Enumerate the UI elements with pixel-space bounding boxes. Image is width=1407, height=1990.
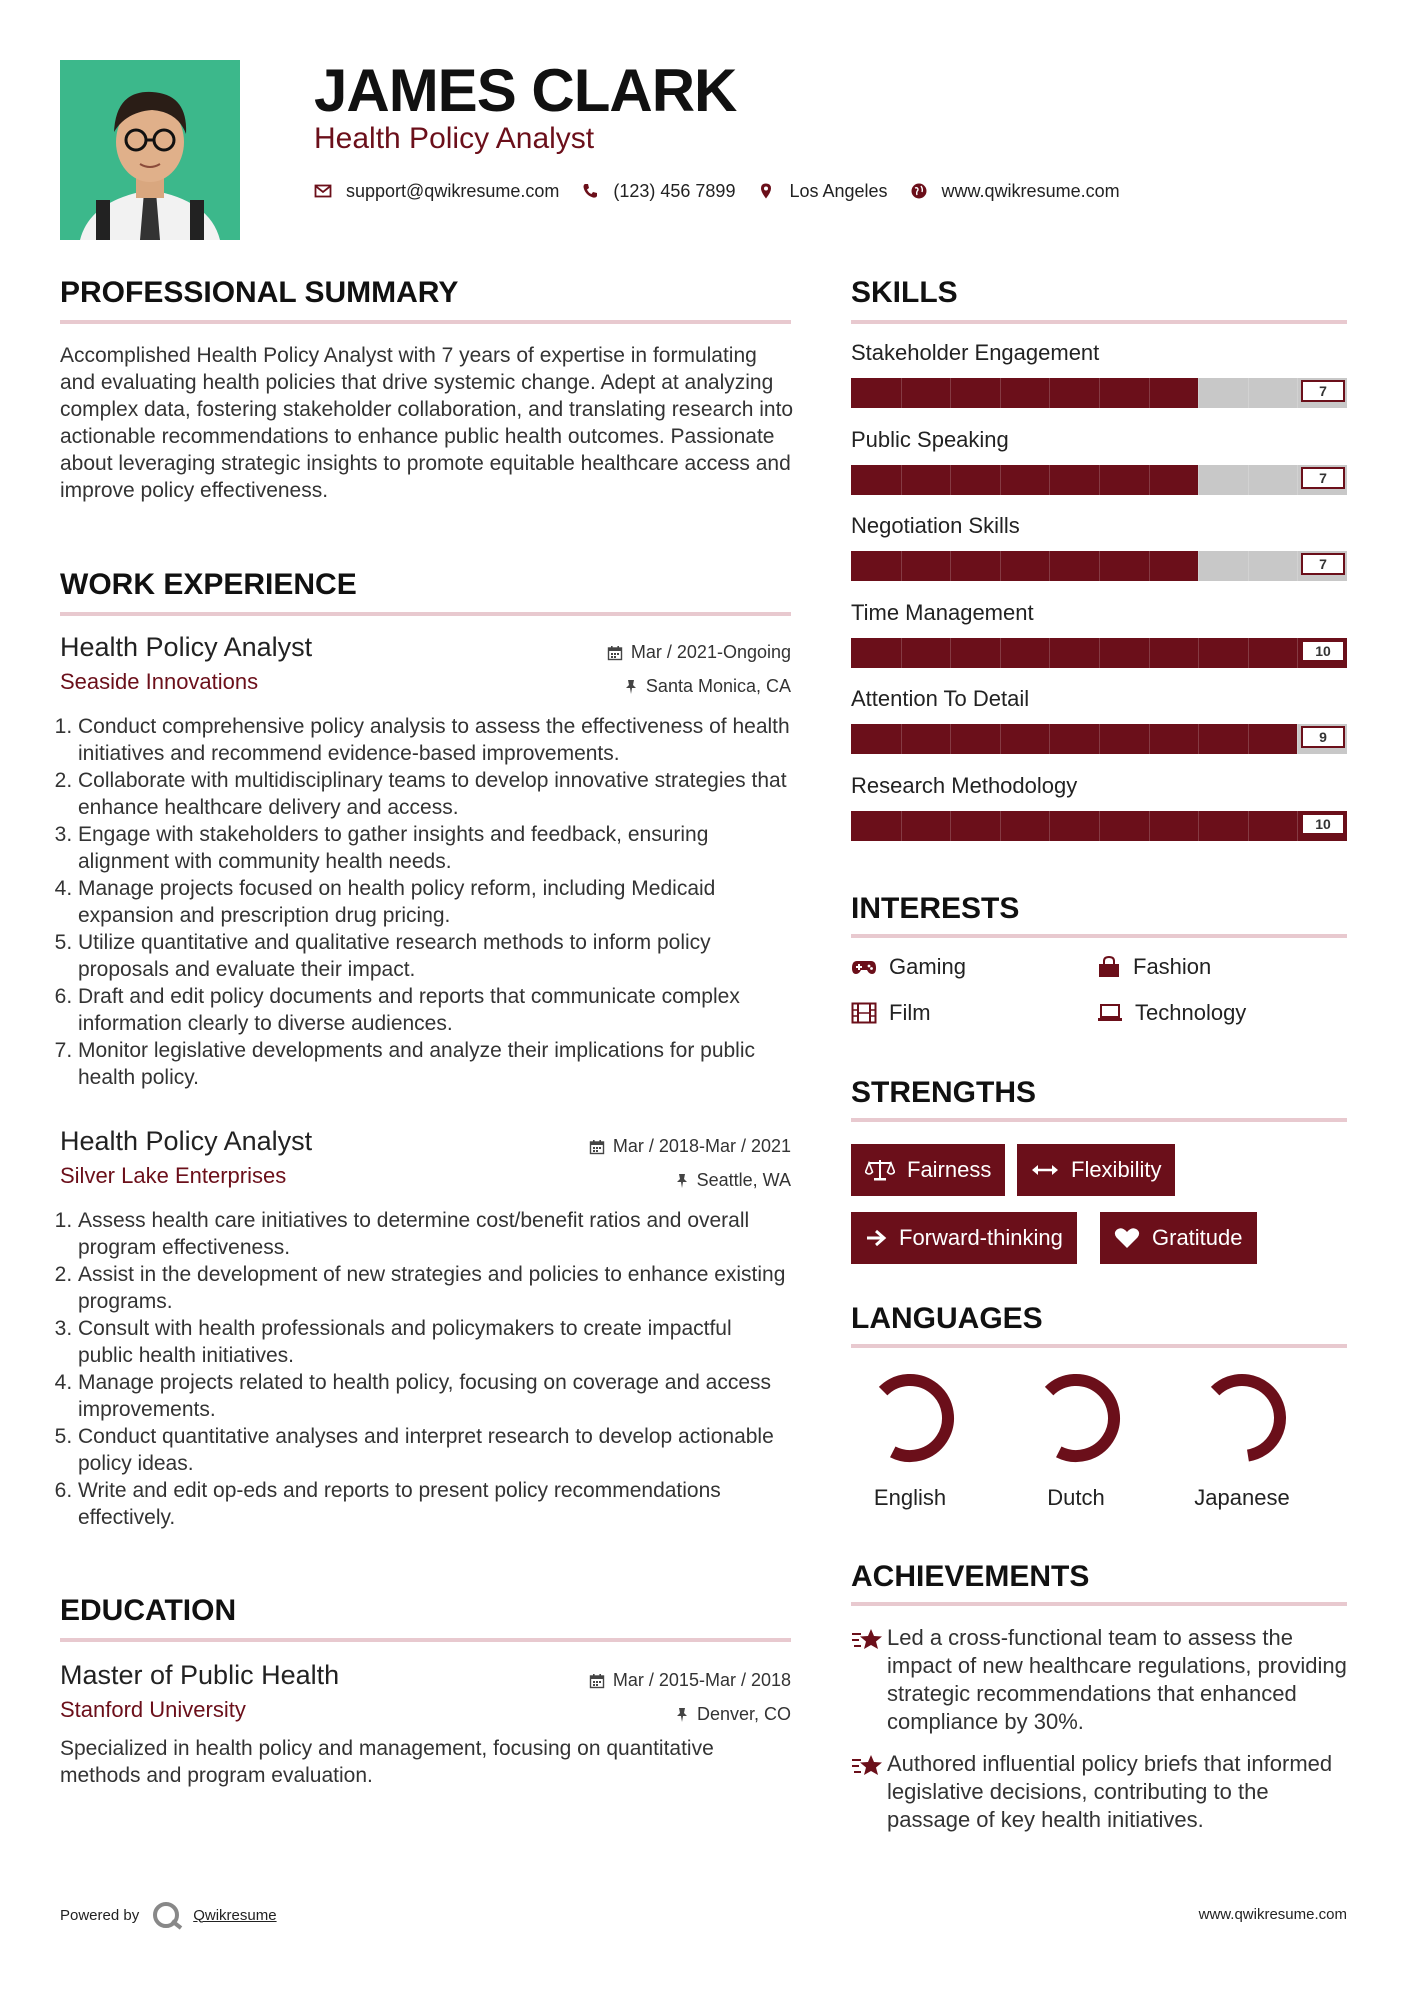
- skill-row: [851, 427, 1347, 514]
- interests-heading: INTERESTS: [851, 892, 1020, 925]
- shopping-bag-icon: [1097, 956, 1121, 978]
- pushpin-icon: [675, 1173, 689, 1189]
- job-location-text: Santa Monica, CA: [645, 676, 791, 696]
- heart-icon: [1114, 1227, 1140, 1249]
- skill-row: [851, 513, 1347, 600]
- skill-bar-segment-divider: [1099, 378, 1100, 408]
- job-location: [675, 1170, 791, 1191]
- list-item: 1. Assess health care initiatives to determine cost/benefit ratios and overall program effectiveness.: [78, 1207, 791, 1261]
- job-dates: [589, 1136, 791, 1157]
- strength-label: Gratitude: [1152, 1225, 1243, 1250]
- skill-bar-segment-divider: [950, 724, 951, 754]
- skill-bar-segment-divider: [1198, 378, 1199, 408]
- achievements-list: [851, 1624, 1347, 1834]
- job-dates: [607, 642, 791, 663]
- skill-bar-segment-divider: [901, 724, 902, 754]
- footer-powered-by: [60, 1900, 277, 1930]
- strengths-rule: [851, 1118, 1347, 1122]
- skill-name: Time Management: [851, 599, 1034, 625]
- skills-heading: SKILLS: [851, 276, 958, 309]
- skill-level-badge: 9: [1301, 726, 1345, 748]
- list-item: 3. Engage with stakeholders to gather insights and feedback, ensuring alignment with community health needs.: [78, 821, 791, 875]
- skill-bar: [851, 551, 1347, 581]
- skill-bar-segment-divider: [1198, 551, 1199, 581]
- contact-location: Los Angeles: [789, 180, 888, 201]
- list-item: 2. Assist in the development of new strategies and policies to enhance existing programs.: [78, 1261, 791, 1315]
- skill-bar-segment-divider: [1248, 465, 1249, 495]
- job-company: Seaside Innovations: [60, 669, 259, 694]
- skill-bar: [851, 811, 1347, 841]
- double-arrow-icon: [1031, 1162, 1059, 1178]
- language-japanese: [1172, 1368, 1312, 1511]
- envelope-icon: [314, 182, 332, 200]
- skill-bar-segment-divider: [1198, 465, 1199, 495]
- powered-by-label: Powered by: [60, 1906, 140, 1924]
- skill-bar-segment-divider: [1248, 811, 1249, 841]
- film-icon: [851, 1002, 877, 1024]
- list-item: 6. Write and edit op-eds and reports to present policy recommendations effectively.: [78, 1477, 791, 1531]
- pushpin-icon: [624, 679, 638, 695]
- language-ring: [840, 1368, 980, 1468]
- skill-bar-segment-divider: [1198, 724, 1199, 754]
- contact-email[interactable]: support@qwikresume.com: [346, 180, 560, 201]
- skill-bar-segment-divider: [1248, 378, 1249, 408]
- skill-bar-segment-divider: [1297, 724, 1298, 754]
- list-item: 1. Conduct comprehensive policy analysis to assess the effectiveness of health initiatives and recommend evidence-based improvements.: [78, 713, 791, 767]
- skill-bar-segment-divider: [1000, 551, 1001, 581]
- skill-bar-segment-divider: [1149, 378, 1150, 408]
- skill-level-badge: 7: [1301, 380, 1345, 402]
- skill-bar: [851, 638, 1347, 668]
- skill-bar-segment-divider: [1000, 724, 1001, 754]
- languages-rule: [851, 1344, 1347, 1348]
- interest-label: Fashion: [1133, 954, 1212, 979]
- skill-bar: [851, 378, 1347, 408]
- language-dutch: [1006, 1368, 1146, 1511]
- skill-bar-segment-divider: [1297, 465, 1298, 495]
- language-ring-arc: [1049, 1380, 1114, 1456]
- skill-bar-segment-divider: [901, 465, 902, 495]
- achievement-text: Led a cross-functional team to assess the impact of new healthcare regulations, providing strategic recommendations that enhanced compliance by 30%.: [887, 1625, 1347, 1734]
- phone-icon: [581, 182, 599, 200]
- job-dates-text: Mar / 2018-Mar / 2021: [612, 1136, 791, 1156]
- degree-title: Master of Public Health: [60, 1660, 340, 1690]
- strength-gratitude: [1100, 1212, 1257, 1264]
- education-dates-text: Mar / 2015-Mar / 2018: [612, 1670, 791, 1690]
- skill-name: Public Speaking: [851, 426, 1009, 452]
- strength-flexibility: [1017, 1144, 1175, 1196]
- language-label: Dutch: [1047, 1485, 1105, 1510]
- contact-phone[interactable]: (123) 456 7899: [613, 180, 736, 201]
- skill-bar-segment-divider: [1099, 465, 1100, 495]
- skill-row: [851, 340, 1347, 427]
- skill-bar-segment-divider: [901, 638, 902, 668]
- list-item: 3. Consult with health professionals and policymakers to create impactful public health initiatives.: [78, 1315, 791, 1369]
- qwikresume-logo-icon: [151, 1900, 185, 1930]
- skill-bar-segment-divider: [1099, 811, 1100, 841]
- skill-bar-segment-divider: [1248, 551, 1249, 581]
- laptop-icon: [1097, 1003, 1123, 1023]
- achievements-heading: ACHIEVEMENTS: [851, 1560, 1090, 1593]
- skill-bar-segment-divider: [1099, 638, 1100, 668]
- skill-bar-segment-divider: [950, 465, 951, 495]
- qwikresume-link[interactable]: Qwikresume: [193, 1906, 277, 1924]
- skill-bar-segment-divider: [1198, 811, 1199, 841]
- footer-website[interactable]: www.qwikresume.com: [1198, 1906, 1347, 1923]
- skill-bar-segment-divider: [901, 811, 902, 841]
- globe-icon: [910, 182, 928, 200]
- skill-bar-fill: [851, 378, 1198, 408]
- skill-bar-fill: [851, 724, 1297, 754]
- skill-bar-segment-divider: [1198, 638, 1199, 668]
- skill-bar-segment-divider: [1297, 551, 1298, 581]
- skill-bar-segment-divider: [1099, 551, 1100, 581]
- strength-label: Fairness: [907, 1157, 992, 1182]
- skill-level-badge: 7: [1301, 467, 1345, 489]
- achievement-text: Authored influential policy briefs that informed legislative decisions, contributing to the passage of key health initiatives.: [887, 1751, 1333, 1832]
- skill-bar-segment-divider: [901, 551, 902, 581]
- skill-bar-segment-divider: [1149, 551, 1150, 581]
- pushpin-icon: [675, 1707, 689, 1723]
- interests-rule: [851, 934, 1347, 938]
- job-company: Silver Lake Enterprises: [60, 1163, 287, 1188]
- list-item: 7. Monitor legislative developments and analyze their implications for public health policy.: [78, 1037, 791, 1091]
- strength-label: Forward-thinking: [899, 1225, 1063, 1250]
- list-item: 4. Manage projects focused on health policy reform, including Medicaid expansion and prescription drug pricing.: [78, 875, 791, 929]
- skill-name: Stakeholder Engagement: [851, 340, 1100, 365]
- skill-bar-segment-divider: [1248, 638, 1249, 668]
- skill-bar-segment-divider: [901, 378, 902, 408]
- skill-row: [851, 773, 1347, 860]
- strengths-heading: STRENGTHS: [851, 1076, 1037, 1109]
- calendar-icon: [589, 1673, 605, 1689]
- education-heading: EDUCATION: [60, 1594, 237, 1627]
- job-entry-1: [60, 632, 791, 1091]
- strength-label: Flexibility: [1071, 1157, 1162, 1182]
- summary-text: Accomplished Health Policy Analyst with 7 years of expertise in formulating and evaluating health policies that drive systemic change. Adept at analyzing complex data, fostering stakeholder collaboration, and translating research into actionable recommendations to enhance public health outcomes. Passionate about leveraging strategic insights to promote equitable healthcare access and improve policy effectiveness.: [60, 344, 794, 502]
- job-entry-2: [60, 1126, 791, 1531]
- education-rule: [60, 1638, 791, 1642]
- skill-bar-segment-divider: [1000, 811, 1001, 841]
- language-ring: [1172, 1368, 1312, 1468]
- job-dates-text: Mar / 2021-Ongoing: [630, 642, 791, 662]
- skill-bar-fill: [851, 551, 1198, 581]
- skill-bar-segment-divider: [1000, 465, 1001, 495]
- contact-website[interactable]: www.qwikresume.com: [941, 180, 1120, 201]
- education-entry: [60, 1660, 791, 1789]
- skill-bar-segment-divider: [1049, 724, 1050, 754]
- skill-level-badge: 10: [1301, 640, 1345, 662]
- summary-rule: [60, 320, 791, 324]
- skill-level-badge: 7: [1301, 553, 1345, 575]
- school-name: Stanford University: [60, 1697, 246, 1722]
- skill-bar: [851, 724, 1347, 754]
- skill-bar-segment-divider: [1049, 378, 1050, 408]
- skill-bar-segment-divider: [1099, 724, 1100, 754]
- summary-heading: PROFESSIONAL SUMMARY: [60, 276, 459, 309]
- skill-name: Research Methodology: [851, 772, 1078, 798]
- achievements-rule: [851, 1602, 1347, 1606]
- skill-bar-segment-divider: [1297, 638, 1298, 668]
- language-ring-arc: [1215, 1380, 1280, 1456]
- list-item: 5. Utilize quantitative and qualitative research methods to inform policy proposals and evaluate their impact.: [78, 929, 791, 983]
- skill-bar-segment-divider: [1248, 724, 1249, 754]
- skill-bar-segment-divider: [1149, 811, 1150, 841]
- achievement-item: [851, 1624, 1347, 1736]
- language-label: Japanese: [1194, 1485, 1290, 1510]
- job-title: Health Policy Analyst: [60, 1126, 313, 1156]
- experience-rule: [60, 612, 791, 616]
- calendar-icon: [589, 1139, 605, 1155]
- interest-label: Film: [889, 1000, 931, 1025]
- interest-gaming: [851, 954, 966, 980]
- achievement-item: [851, 1750, 1347, 1834]
- strength-forward-thinking: [851, 1212, 1077, 1264]
- skill-bar-segment-divider: [1000, 638, 1001, 668]
- skill-bar-segment-divider: [950, 378, 951, 408]
- job-duties-list: [60, 713, 791, 1091]
- skill-row: [851, 686, 1347, 773]
- candidate-name: JAMES CLARK: [314, 57, 737, 124]
- languages-heading: LANGUAGES: [851, 1302, 1043, 1335]
- balance-scale-icon: [865, 1158, 895, 1182]
- strength-fairness: [851, 1144, 1005, 1196]
- education-location-text: Denver, CO: [696, 1704, 791, 1724]
- shooting-star-icon: [851, 1626, 887, 1654]
- skill-bar-fill: [851, 465, 1198, 495]
- skill-name: Negotiation Skills: [851, 513, 1020, 538]
- skill-level-badge: 10: [1301, 813, 1345, 835]
- interest-fashion: [1097, 954, 1211, 980]
- arrow-right-icon: [865, 1228, 887, 1248]
- skill-bar-segment-divider: [1149, 465, 1150, 495]
- calendar-icon: [607, 645, 623, 661]
- language-label: English: [873, 1485, 947, 1510]
- education-dates: [589, 1670, 791, 1691]
- list-item: 4. Manage projects related to health policy, focusing on coverage and access improvements.: [78, 1369, 791, 1423]
- map-pin-icon: [757, 182, 775, 200]
- job-location-text: Seattle, WA: [696, 1170, 791, 1190]
- education-location: [675, 1704, 791, 1725]
- skill-bar-segment-divider: [1149, 724, 1150, 754]
- interest-label: Technology: [1135, 1000, 1247, 1025]
- skill-bar-segment-divider: [1049, 638, 1050, 668]
- experience-heading: WORK EXPERIENCE: [60, 568, 357, 601]
- interest-technology: [1097, 1000, 1246, 1026]
- language-ring-arc: [883, 1380, 948, 1456]
- job-location: [624, 676, 791, 697]
- skill-bar-segment-divider: [1000, 378, 1001, 408]
- gamepad-icon: [851, 958, 877, 976]
- skill-bar-segment-divider: [1149, 638, 1150, 668]
- skill-bar-segment-divider: [950, 811, 951, 841]
- skill-bar-segment-divider: [1297, 378, 1298, 408]
- interest-film: [851, 1000, 931, 1026]
- skill-bar: [851, 465, 1347, 495]
- candidate-title: Health Policy Analyst: [314, 122, 595, 155]
- skill-bar-segment-divider: [1049, 465, 1050, 495]
- skill-row: [851, 600, 1347, 687]
- skill-bar-segment-divider: [1049, 811, 1050, 841]
- job-title: Health Policy Analyst: [60, 632, 313, 662]
- language-ring: [1006, 1368, 1146, 1468]
- skill-bar-segment-divider: [1297, 811, 1298, 841]
- skills-list: [851, 340, 1347, 859]
- list-item: 5. Conduct quantitative analyses and interpret research to develop actionable policy ideas.: [78, 1423, 791, 1477]
- contact-row: [314, 178, 1142, 204]
- list-item: 6. Draft and edit policy documents and reports that communicate complex information clearly to diverse audiences.: [78, 983, 791, 1037]
- skill-bar-segment-divider: [1049, 551, 1050, 581]
- list-item: 2. Collaborate with multidisciplinary teams to develop innovative strategies that enhance healthcare delivery and access.: [78, 767, 791, 821]
- education-description: Specialized in health policy and management, focusing on quantitative methods and program evaluation.: [60, 1737, 714, 1787]
- skill-name: Attention To Detail: [851, 686, 1030, 711]
- interest-label: Gaming: [889, 954, 967, 979]
- skill-bar-segment-divider: [950, 551, 951, 581]
- language-english: [840, 1368, 980, 1511]
- skills-rule: [851, 320, 1347, 324]
- avatar: [60, 60, 240, 240]
- shooting-star-icon: [851, 1752, 887, 1780]
- job-duties-list: [60, 1207, 791, 1531]
- skill-bar-segment-divider: [950, 638, 951, 668]
- profile-photo: [60, 60, 240, 240]
